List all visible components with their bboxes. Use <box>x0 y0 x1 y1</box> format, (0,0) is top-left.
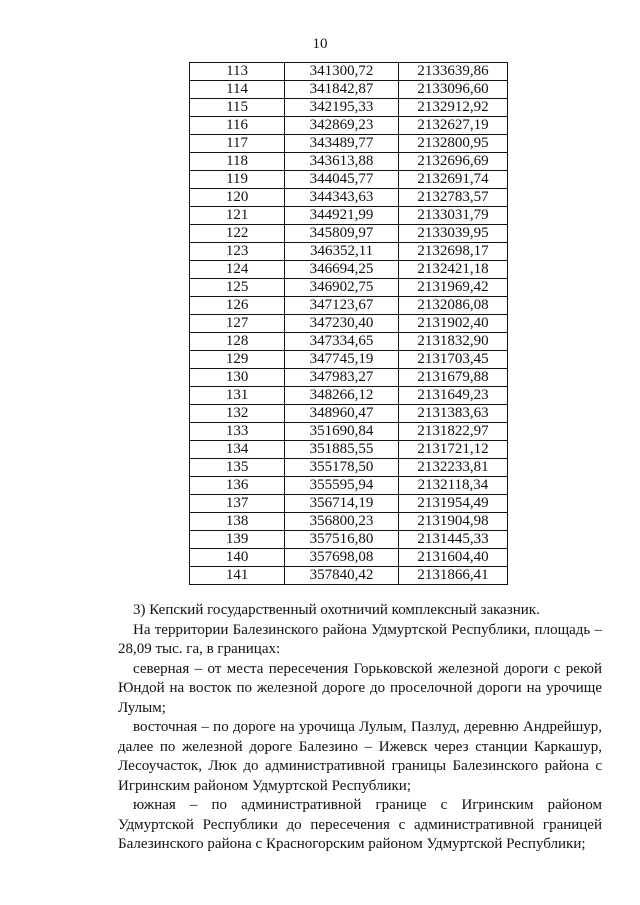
table-row <box>190 549 508 567</box>
table-row <box>190 261 508 279</box>
point-number-cell: 128 <box>190 333 285 351</box>
y-coordinate-cell: 2131721,12 <box>398 441 507 459</box>
x-coordinate-cell: 348960,47 <box>285 405 399 423</box>
y-coordinate-cell: 2132800,95 <box>398 135 507 153</box>
y-coordinate-cell: 2132421,18 <box>398 261 507 279</box>
x-coordinate-cell: 351690,84 <box>285 423 399 441</box>
table-row <box>190 531 508 549</box>
x-coordinate-cell: 343489,77 <box>285 135 399 153</box>
table-row <box>190 153 508 171</box>
table-row <box>190 297 508 315</box>
point-number-cell: 119 <box>190 171 285 189</box>
y-coordinate-cell: 2131969,42 <box>398 279 507 297</box>
x-coordinate-cell: 355178,50 <box>285 459 399 477</box>
y-coordinate-cell: 2133096,60 <box>398 81 507 99</box>
x-coordinate-cell: 347334,65 <box>285 333 399 351</box>
table-row <box>190 171 508 189</box>
y-coordinate-cell: 2131703,45 <box>398 351 507 369</box>
paragraph: На территории Балезинского района Удмуртской Республики, площадь – 28,09 тыс. га, в границах: <box>118 621 602 657</box>
body-text <box>118 601 602 855</box>
x-coordinate-cell: 341842,87 <box>285 81 399 99</box>
x-coordinate-cell: 347983,27 <box>285 369 399 387</box>
x-coordinate-cell: 356714,19 <box>285 495 399 513</box>
x-coordinate-cell: 348266,12 <box>285 387 399 405</box>
table-row <box>190 387 508 405</box>
point-number-cell: 132 <box>190 405 285 423</box>
table-row <box>190 279 508 297</box>
point-number-cell: 123 <box>190 243 285 261</box>
point-number-cell: 136 <box>190 477 285 495</box>
table-row <box>190 99 508 117</box>
table-row <box>190 135 508 153</box>
point-number-cell: 129 <box>190 351 285 369</box>
y-coordinate-cell: 2131904,98 <box>398 513 507 531</box>
x-coordinate-cell: 357516,80 <box>285 531 399 549</box>
y-coordinate-cell: 2131649,23 <box>398 387 507 405</box>
table-row <box>190 369 508 387</box>
y-coordinate-cell: 2131604,40 <box>398 549 507 567</box>
point-number-cell: 116 <box>190 117 285 135</box>
y-coordinate-cell: 2132912,92 <box>398 99 507 117</box>
x-coordinate-cell: 344343,63 <box>285 189 399 207</box>
y-coordinate-cell: 2132233,81 <box>398 459 507 477</box>
table-row <box>190 567 508 585</box>
y-coordinate-cell: 2132698,17 <box>398 243 507 261</box>
point-number-cell: 134 <box>190 441 285 459</box>
x-coordinate-cell: 357698,08 <box>285 549 399 567</box>
table-row <box>190 225 508 243</box>
table-row <box>190 441 508 459</box>
coordinates-table <box>189 62 508 585</box>
y-coordinate-cell: 2133639,86 <box>398 63 507 81</box>
table-row <box>190 207 508 225</box>
table-row <box>190 117 508 135</box>
point-number-cell: 124 <box>190 261 285 279</box>
x-coordinate-cell: 357840,42 <box>285 567 399 585</box>
y-coordinate-cell: 2131445,33 <box>398 531 507 549</box>
point-number-cell: 140 <box>190 549 285 567</box>
x-coordinate-cell: 346902,75 <box>285 279 399 297</box>
point-number-cell: 114 <box>190 81 285 99</box>
x-coordinate-cell: 355595,94 <box>285 477 399 495</box>
point-number-cell: 120 <box>190 189 285 207</box>
paragraph: южная – по административной границе с Игринским районом Удмуртской Республики до пересечения с административной границей Балезинского района с Красногорским районом Удмуртской Республики; <box>118 797 602 852</box>
table-row <box>190 189 508 207</box>
y-coordinate-cell: 2131866,41 <box>398 567 507 585</box>
point-number-cell: 137 <box>190 495 285 513</box>
point-number-cell: 117 <box>190 135 285 153</box>
point-number-cell: 133 <box>190 423 285 441</box>
point-number-cell: 130 <box>190 369 285 387</box>
table-row <box>190 513 508 531</box>
x-coordinate-cell: 351885,55 <box>285 441 399 459</box>
x-coordinate-cell: 341300,72 <box>285 63 399 81</box>
y-coordinate-cell: 2131832,90 <box>398 333 507 351</box>
x-coordinate-cell: 347230,40 <box>285 315 399 333</box>
table-row <box>190 459 508 477</box>
paragraph: 3) Кепский государственный охотничий комплексный заказник. <box>133 602 540 618</box>
point-number-cell: 125 <box>190 279 285 297</box>
x-coordinate-cell: 344045,77 <box>285 171 399 189</box>
point-number-cell: 126 <box>190 297 285 315</box>
coordinates-table-body <box>190 63 508 585</box>
x-coordinate-cell: 346352,11 <box>285 243 399 261</box>
x-coordinate-cell: 344921,99 <box>285 207 399 225</box>
y-coordinate-cell: 2133031,79 <box>398 207 507 225</box>
y-coordinate-cell: 2132086,08 <box>398 297 507 315</box>
x-coordinate-cell: 347123,67 <box>285 297 399 315</box>
point-number-cell: 131 <box>190 387 285 405</box>
x-coordinate-cell: 356800,23 <box>285 513 399 531</box>
point-number-cell: 141 <box>190 567 285 585</box>
y-coordinate-cell: 2132696,69 <box>398 153 507 171</box>
paragraph: северная – от места пересечения Горьковской железной дороги с рекой Юндой на восток по железной дороге до проселочной дороги на урочище Лулым; <box>118 660 602 716</box>
point-number-cell: 113 <box>190 63 285 81</box>
table-row <box>190 405 508 423</box>
y-coordinate-cell: 2132691,74 <box>398 171 507 189</box>
x-coordinate-cell: 342869,23 <box>285 117 399 135</box>
point-number-cell: 122 <box>190 225 285 243</box>
table-row <box>190 351 508 369</box>
y-coordinate-cell: 2131679,88 <box>398 369 507 387</box>
point-number-cell: 121 <box>190 207 285 225</box>
point-number-cell: 115 <box>190 99 285 117</box>
point-number-cell: 118 <box>190 153 285 171</box>
table-row <box>190 423 508 441</box>
point-number-cell: 135 <box>190 459 285 477</box>
y-coordinate-cell: 2132118,34 <box>398 477 507 495</box>
point-number-cell: 139 <box>190 531 285 549</box>
y-coordinate-cell: 2133039,95 <box>398 225 507 243</box>
table-row <box>190 81 508 99</box>
x-coordinate-cell: 342195,33 <box>285 99 399 117</box>
x-coordinate-cell: 345809,97 <box>285 225 399 243</box>
point-number-cell: 138 <box>190 513 285 531</box>
y-coordinate-cell: 2131954,49 <box>398 495 507 513</box>
y-coordinate-cell: 2131902,40 <box>398 315 507 333</box>
table-row <box>190 477 508 495</box>
point-number-cell: 127 <box>190 315 285 333</box>
table-row <box>190 63 508 81</box>
x-coordinate-cell: 346694,25 <box>285 261 399 279</box>
table-row <box>190 315 508 333</box>
table-row <box>190 243 508 261</box>
y-coordinate-cell: 2132627,19 <box>398 117 507 135</box>
x-coordinate-cell: 347745,19 <box>285 351 399 369</box>
paragraph: восточная – по дороге на урочища Лулым, Пазлуд, деревню Андрейшур, далее по железной дороге Балезино – Ижевск через станции Каркашур, Лесоучасток, Люк до административной границы Балезинского района с Игринским районом Удмуртской Республики; <box>118 719 602 794</box>
table-row <box>190 333 508 351</box>
page-number: 10 <box>312 36 328 52</box>
x-coordinate-cell: 343613,88 <box>285 153 399 171</box>
y-coordinate-cell: 2131383,63 <box>398 405 507 423</box>
y-coordinate-cell: 2132783,57 <box>398 189 507 207</box>
table-row <box>190 495 508 513</box>
y-coordinate-cell: 2131822,97 <box>398 423 507 441</box>
